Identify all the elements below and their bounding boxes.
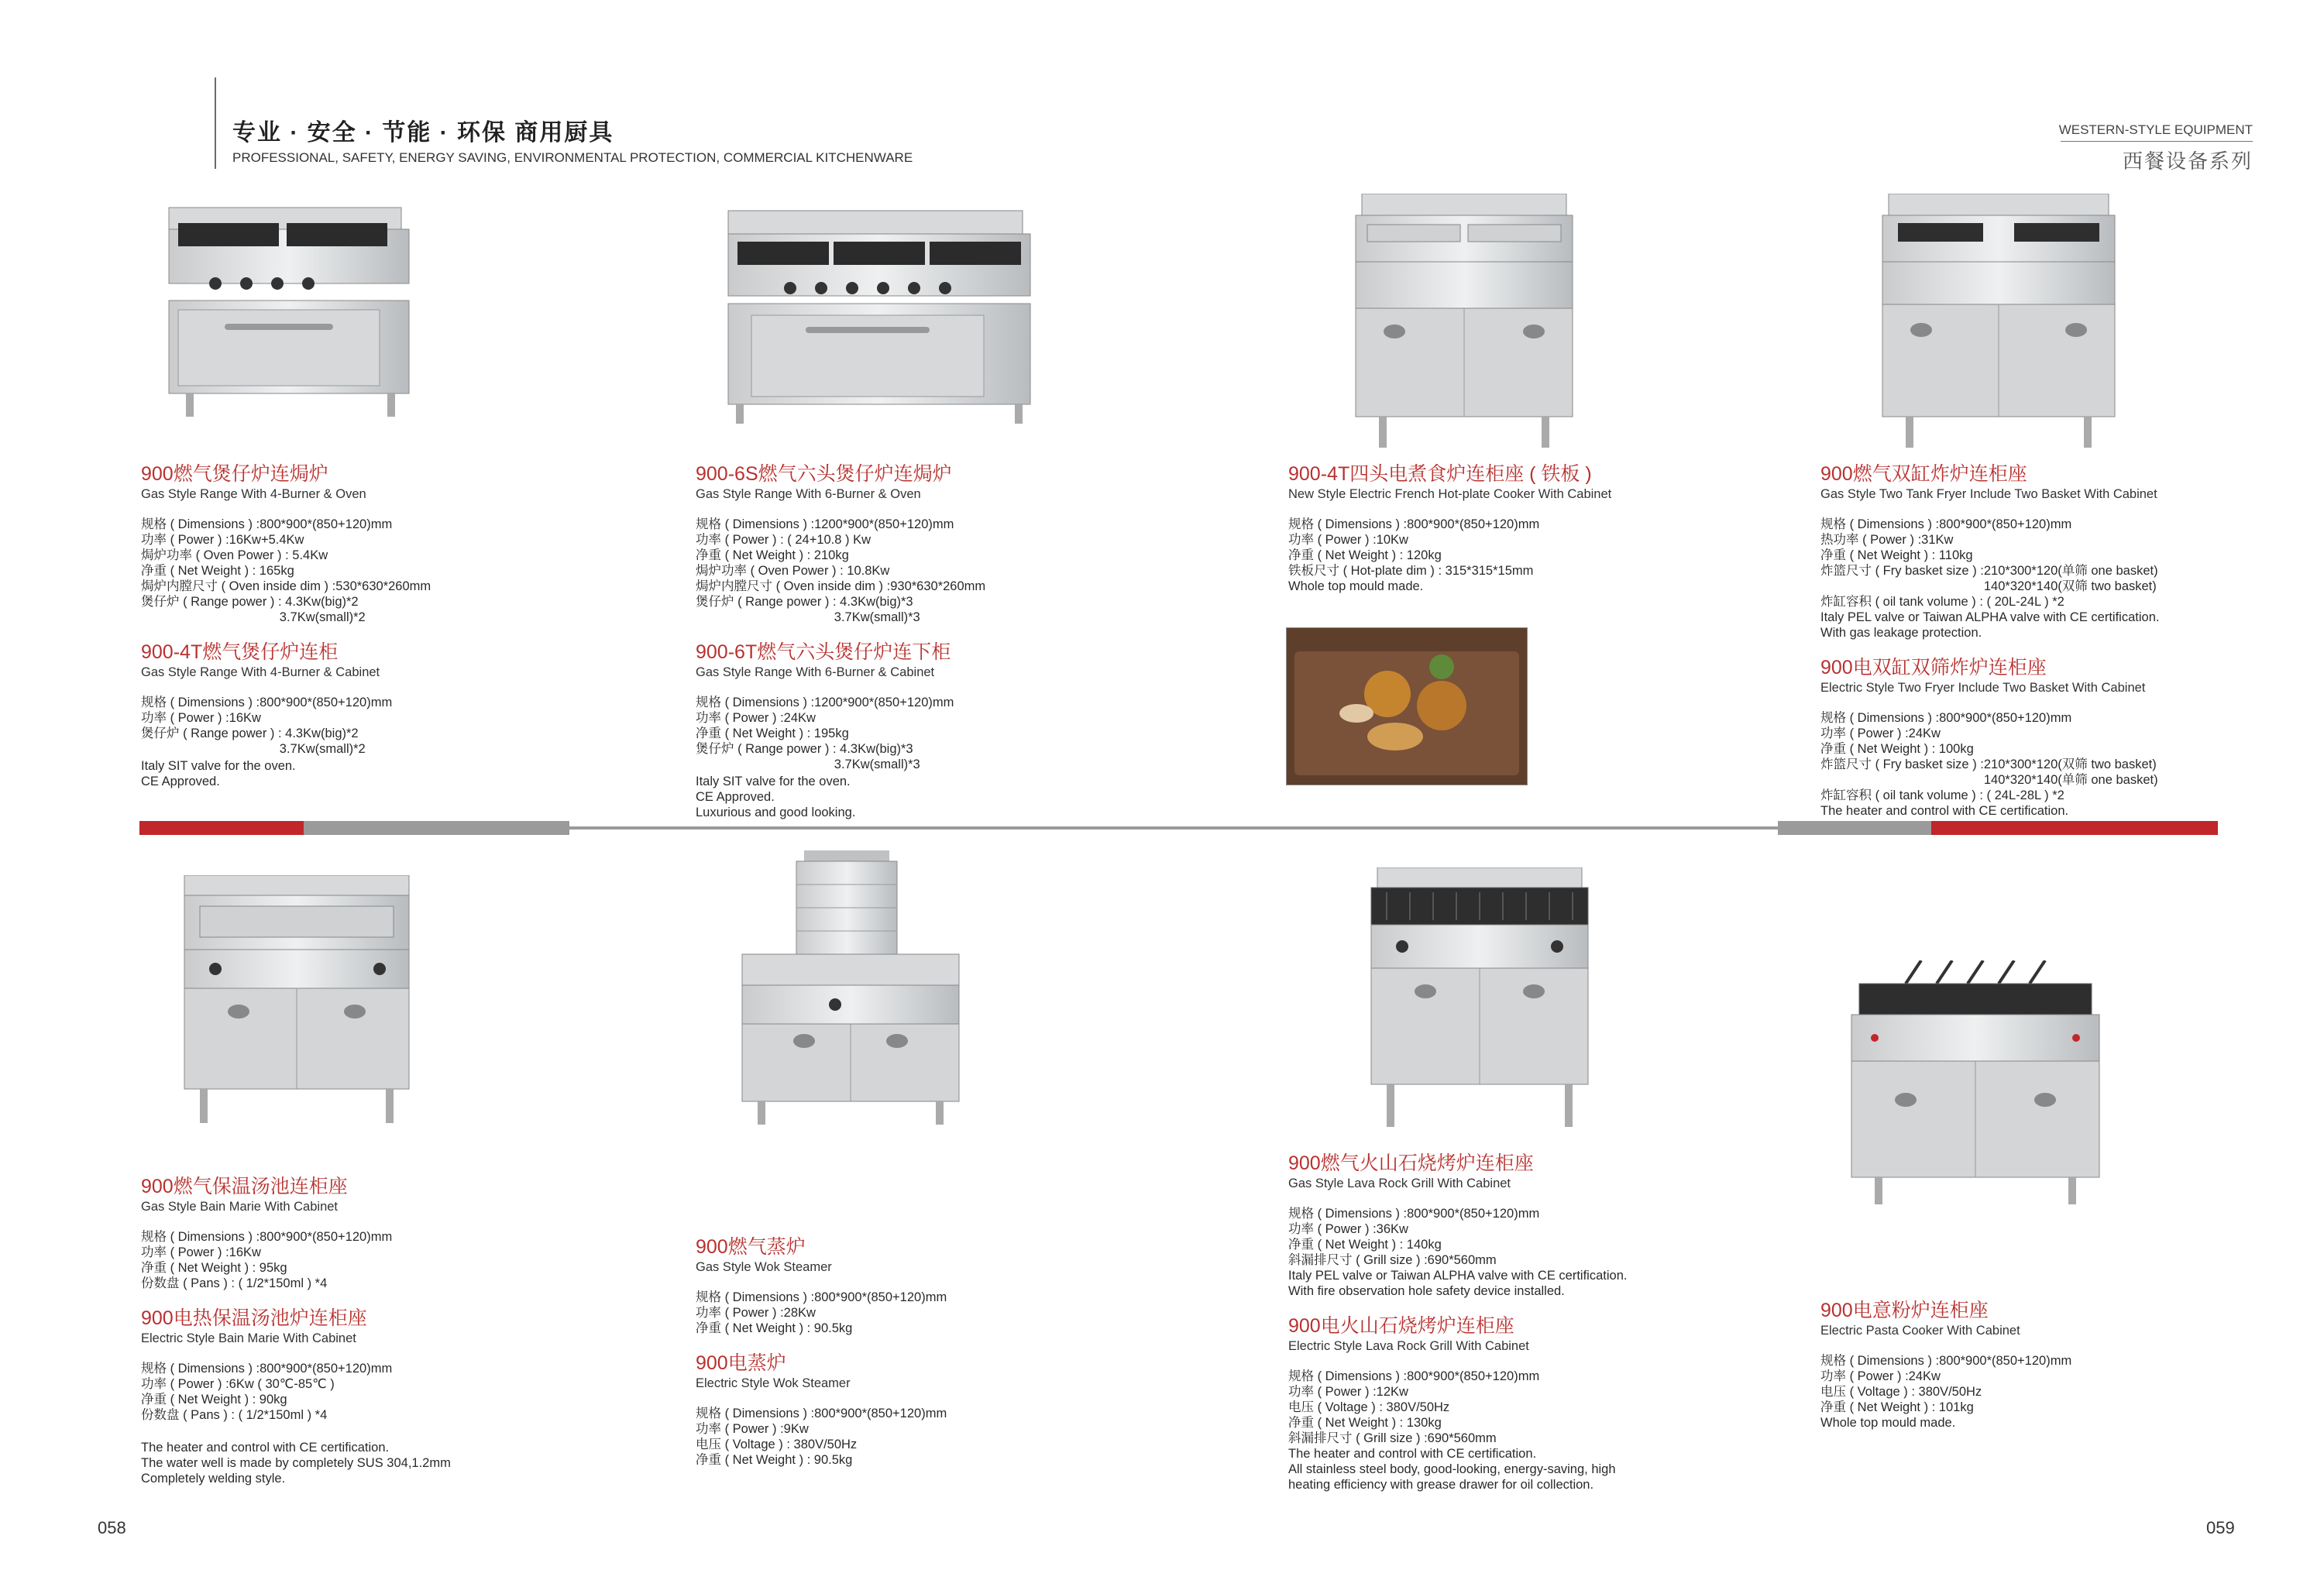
- product-notes: Italy SIT valve for the oven. CE Approved.: [141, 758, 296, 788]
- product-specs: 规格 ( Dimensions ) :800*900*(850+120)mm 功率 ( Power ) :28Kw 净重 ( Net Weight ) : 90.5kg: [696, 1290, 947, 1335]
- product-gas-range-6-burner-oven: [696, 463, 985, 625]
- product-image-hot-plate-cabinet: [1348, 194, 1580, 457]
- product-title: 900燃气双缸炸炉连柜座: [1820, 463, 2027, 485]
- product-specs: 规格 ( Dimensions ) :800*900*(850+120)mm 功率 ( Power ) :16Kw+5.4Kw 焗炉功率 ( Oven Power ) : 5.4Kw 净重 ( Net Weight ) : 165kg 焗炉内膛尺寸 ( Oven inside dim ) :530*630*260mm 煲仔炉 ( Range power ) : 4.3Kw(big)*2 3.7Kw(small)*2: [141, 517, 431, 624]
- product-specs: 规格 ( Dimensions ) :800*900*(850+120)mm 功率 ( Power ) :16Kw 净重 ( Net Weight ) : 95kg 份数盘 ( Pans ) : ( 1/2*150ml ) *4: [141, 1229, 393, 1290]
- band-center-line: [569, 826, 1778, 830]
- product-electric-lava-rock-grill: [1288, 1315, 1616, 1493]
- product-subtitle: Electric Style Wok Steamer: [696, 1376, 851, 1390]
- food-photo: [1286, 627, 1528, 785]
- category-zh: 西餐设备系列: [2122, 149, 2253, 173]
- header-title: 专业 · 安全 · 节能 · 环保 商用厨具: [232, 120, 614, 146]
- product-specs: 规格 ( Dimensions ) :800*900*(850+120)mm 功率 ( Power ) :6Kw ( 30℃-85℃ ) 净重 ( Net Weight ) : 90kg 份数盘 ( Pans ) : ( 1/2*150ml ) *4: [141, 1361, 393, 1422]
- header-divider: [215, 77, 216, 169]
- product-title: 900-4T燃气煲仔炉连柜: [141, 641, 339, 663]
- product-image-6-burner-oven: [720, 203, 1038, 428]
- product-subtitle: Gas Style Range With 4-Burner & Oven: [141, 486, 366, 501]
- category-rule: [2061, 141, 2253, 142]
- product-title: 900燃气火山石烧烤炉连柜座: [1288, 1152, 1534, 1174]
- product-title: 900电蒸炉: [696, 1352, 786, 1374]
- product-subtitle: Electric Style Bain Marie With Cabinet: [141, 1331, 356, 1345]
- category-en: WESTERN-STYLE EQUIPMENT: [2058, 122, 2253, 137]
- product-gas-wok-steamer: [696, 1236, 947, 1336]
- product-specs: 规格 ( Dimensions ) :800*900*(850+120)mm 功率 ( Power ) :24Kw 电压 ( Voltage ) : 380V/50Hz 净重 ( Net Weight ) : 101kg Whole top mould made.: [1820, 1353, 2072, 1430]
- product-specs: 规格 ( Dimensions ) :800*900*(850+120)mm 功率 ( Power ) :16Kw 煲仔炉 ( Range power ) : 4.3Kw(big)*2 3.7Kw(small)*2: [141, 695, 393, 756]
- product-gas-range-4-burner-cabinet: [141, 641, 392, 789]
- band-red-right: [1931, 821, 2218, 835]
- product-specs: 规格 ( Dimensions ) :1200*900*(850+120)mm 功率 ( Power ) : ( 24+10.8 ) Kw 净重 ( Net Weight ) : 210kg 焗炉功率 ( Oven Power ) : 10.8Kw 焗炉内膛尺寸 ( Oven inside dim ) :930*630*260mm 煲仔炉 ( Range power ) : 4.3Kw(big)*3 3.7Kw(small)*3: [696, 517, 986, 624]
- band-red-left: [139, 821, 304, 835]
- product-title: 900燃气煲仔炉连焗炉: [141, 463, 328, 485]
- product-electric-two-fryer: [1820, 657, 2158, 819]
- product-image-two-tank-fryer: [1875, 194, 2123, 457]
- product-specs: 规格 ( Dimensions ) :800*900*(850+120)mm 功率 ( Power ) :9Kw 电压 ( Voltage ) : 380V/50Hz 净重 ( Net Weight ) : 90.5kg: [696, 1406, 947, 1467]
- product-gas-lava-rock-grill: [1288, 1152, 1627, 1299]
- product-specs: 规格 ( Dimensions ) :800*900*(850+120)mm 功率 ( Power ) :10Kw 净重 ( Net Weight ) : 120kg 铁板尺寸 ( Hot-plate dim ) : 315*315*15mm Whole top mould made.: [1288, 517, 1540, 593]
- product-title: 900-6S燃气六头煲仔炉连焗炉: [696, 463, 952, 485]
- product-title: 900电火山石烧烤炉连柜座: [1288, 1315, 1514, 1337]
- product-subtitle: Gas Style Wok Steamer: [696, 1259, 832, 1274]
- product-notes: The heater and control with CE certification. The water well is made by completely SUS 304,1.2mm Completely welding style.: [141, 1440, 451, 1486]
- product-notes: Italy SIT valve for the oven. CE Approved. Luxurious and good looking.: [696, 774, 856, 819]
- product-subtitle: Gas Style Range With 6-Burner & Cabinet: [696, 665, 935, 679]
- product-title: 900-4T四头电煮食炉连柜座 ( 铁板 ): [1288, 463, 1592, 485]
- product-gas-range-6-burner-cabinet: [696, 641, 954, 820]
- product-subtitle: Gas Style Bain Marie With Cabinet: [141, 1199, 339, 1214]
- product-specs: 规格 ( Dimensions ) :800*900*(850+120)mm 功率 ( Power ) :24Kw 净重 ( Net Weight ) : 100kg 炸篮尺寸 ( Fry basket size ) :210*300*120(双筛 two basket) 140*320*140(单筛 one basket) 炸缸容积 ( oil tank volume ) : ( 24L-28L ) *2 The heater and control with CE certification.: [1820, 710, 2158, 818]
- product-subtitle: New Style Electric French Hot-plate Cooker With Cabinet: [1288, 486, 1612, 501]
- band-gray-right: [1778, 821, 1931, 835]
- product-subtitle: Gas Style Range With 6-Burner & Oven: [696, 486, 921, 501]
- product-electric-bain-marie: [141, 1307, 451, 1486]
- product-gas-two-tank-fryer: [1820, 463, 2159, 641]
- product-electric-pasta-cooker: [1820, 1300, 2071, 1431]
- product-image-wok-steamer: [734, 850, 967, 1129]
- product-electric-hot-plate-cooker: [1288, 463, 1611, 594]
- product-gas-range-4-burner-oven: [141, 463, 431, 625]
- page-number-left: 058: [98, 1518, 126, 1537]
- product-subtitle: Electric Pasta Cooker With Cabinet: [1820, 1323, 2020, 1338]
- product-title: 900燃气蒸炉: [696, 1236, 806, 1258]
- product-title: 900燃气保温汤池连柜座: [141, 1176, 348, 1197]
- product-specs: 规格 ( Dimensions ) :800*900*(850+120)mm 热功率 ( Power ) :31Kw 净重 ( Net Weight ) : 110kg 炸篮尺寸 ( Fry basket size ) :210*300*120(单筛 one basket) 140*320*140(双筛 two basket) 炸缸容积 ( oil tank volume ) : ( 20L-24L ) *2 Italy PEL valve or Taiwan ALPHA valve with CE certification. With gas leakage protection.: [1820, 517, 2160, 640]
- product-title: 900-6T燃气六头煲仔炉连下柜: [696, 641, 951, 663]
- product-subtitle: Electric Style Two Fryer Include Two Basket With Cabinet: [1820, 680, 2146, 695]
- product-subtitle: Gas Style Lava Rock Grill With Cabinet: [1288, 1176, 1511, 1190]
- product-specs: 规格 ( Dimensions ) :800*900*(850+120)mm 功率 ( Power ) :36Kw 净重 ( Net Weight ) : 140kg 斜漏排尺寸 ( Grill size ) :690*560mm Italy PEL valve or Taiwan ALPHA valve with CE certification. With fire observation hole safety device installed.: [1288, 1206, 1628, 1298]
- product-title: 900电意粉炉连柜座: [1820, 1300, 1989, 1321]
- product-subtitle: Gas Style Range With 4-Burner & Cabinet: [141, 665, 380, 679]
- product-subtitle: Gas Style Two Tank Fryer Include Two Basket With Cabinet: [1820, 486, 2157, 501]
- product-image-lava-rock-grill: [1363, 867, 1596, 1139]
- product-specs: 规格 ( Dimensions ) :800*900*(850+120)mm 功率 ( Power ) :12Kw 电压 ( Voltage ) : 380V/50Hz 净重 ( Net Weight ) : 130kg 斜漏排尺寸 ( Grill size ) :690*560mm The heater and control with CE certification. All stainless steel body, good-looking, energy-saving, high heating efficiency with grease drawer for oil collection.: [1288, 1369, 1616, 1492]
- page-number-right: 059: [2206, 1518, 2235, 1537]
- product-gas-bain-marie: [141, 1176, 392, 1291]
- product-image-4-burner-oven: [155, 192, 418, 424]
- product-image-pasta-cooker: [1844, 960, 2107, 1208]
- product-title: 900电热保温汤池炉连柜座: [141, 1307, 367, 1329]
- product-electric-wok-steamer: [696, 1352, 947, 1468]
- product-specs: 规格 ( Dimensions ) :1200*900*(850+120)mm 功率 ( Power ) :24Kw 净重 ( Net Weight ) : 195kg 煲仔炉 ( Range power ) : 4.3Kw(big)*3 3.7Kw(small)*3: [696, 695, 954, 771]
- product-image-bain-marie: [177, 875, 417, 1131]
- header-subtitle: PROFESSIONAL, SAFETY, ENERGY SAVING, ENVIRONMENTAL PROTECTION, COMMERCIAL KITCHENWARE: [232, 150, 913, 165]
- product-title: 900电双缸双筛炸炉连柜座: [1820, 657, 2047, 678]
- band-gray-left: [304, 821, 569, 835]
- product-subtitle: Electric Style Lava Rock Grill With Cabinet: [1288, 1338, 1529, 1353]
